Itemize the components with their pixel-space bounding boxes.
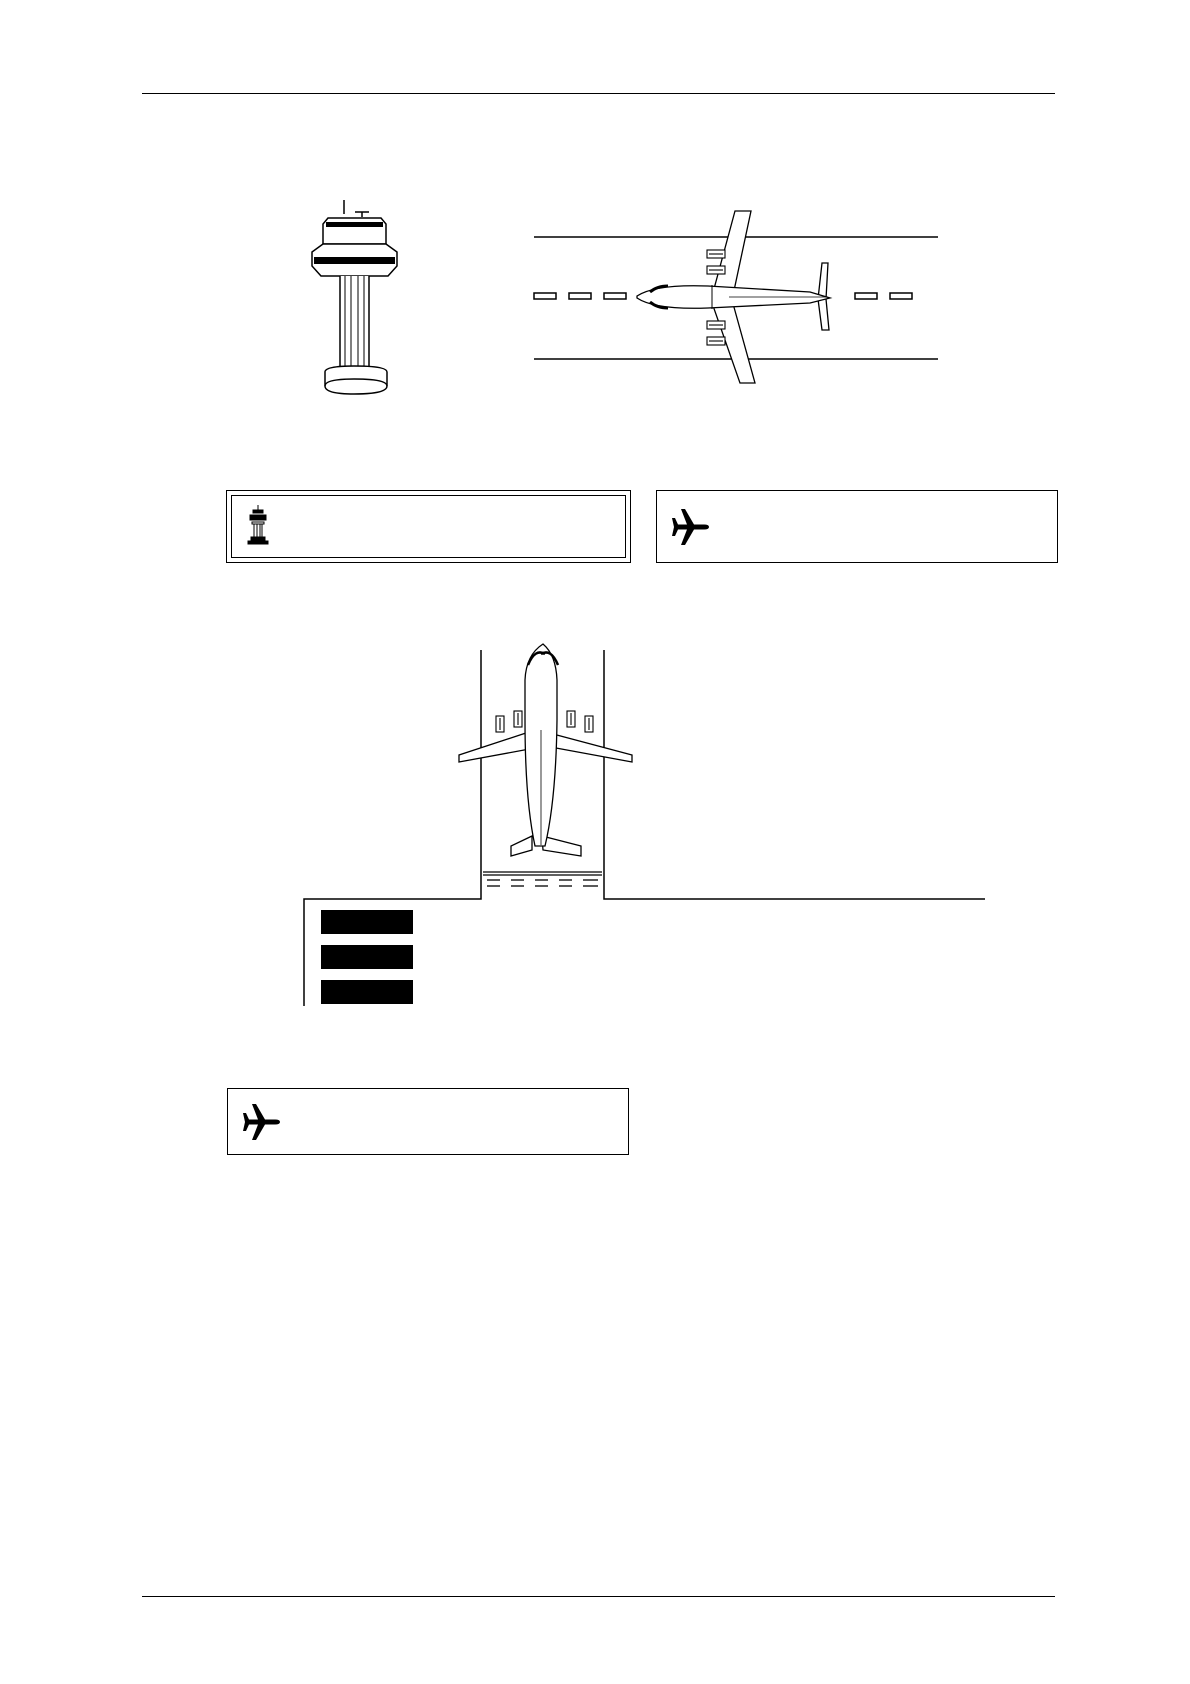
stop-bar [321, 980, 413, 1004]
pilot-response-box-bottom [227, 1088, 629, 1155]
footer-rule [142, 1596, 1055, 1597]
control-tower-illustration [312, 200, 397, 394]
atc-instruction-box-inner-frame [231, 495, 626, 558]
stop-bar [321, 910, 413, 934]
airplane-icon [242, 1102, 282, 1142]
airplane-holding-illustration [459, 644, 632, 856]
airplane-icon [671, 507, 711, 547]
stop-bar [321, 945, 413, 969]
holding-position-markings [483, 872, 602, 886]
pilot-response-box-top [656, 490, 1058, 563]
control-tower-icon [247, 505, 269, 545]
atc-instruction-box [226, 490, 631, 563]
top-scene [0, 0, 1190, 420]
